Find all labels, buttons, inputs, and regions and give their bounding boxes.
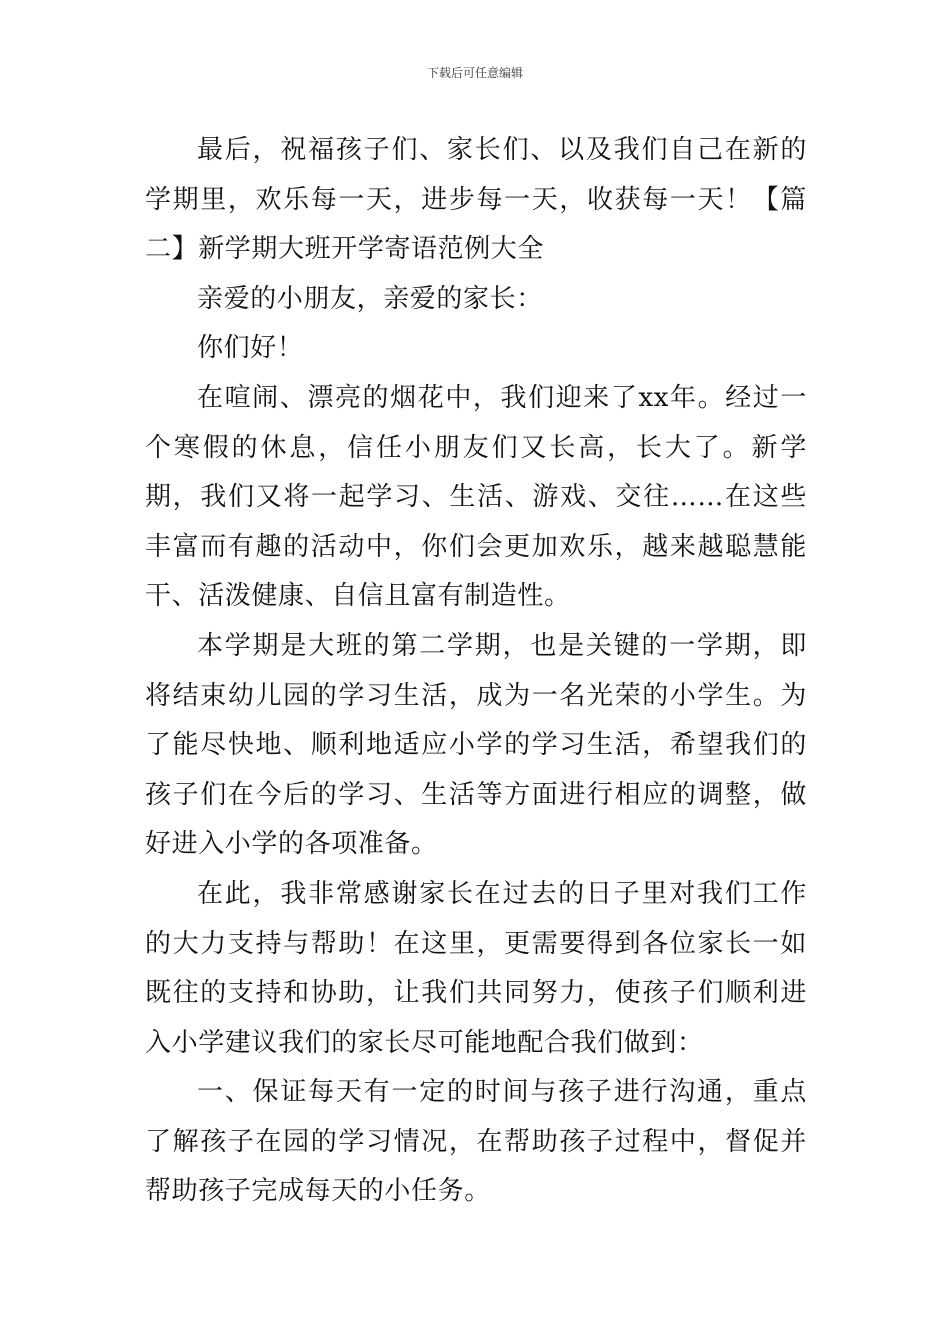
paragraph-point-one: 一、保证每天有一定的时间与孩子进行沟通，重点了解孩子在园的学习情况，在帮助孩子过程中，督促并帮助孩子完成每天的小任务。 xyxy=(145,1077,807,1207)
paragraph-salutation: 亲爱的小朋友，亲爱的家长： xyxy=(197,283,543,314)
paragraph-semester: 本学期是大班的第二学期，也是关键的一学期，即将结束幼儿园的学习生活，成为一名光荣的小学生。为了能尽快地、顺利地适应小学的学习生活，希望我们的孩子们在今后的学习、生活等方面进行相应的调整，做好进入小学的各项准备。 xyxy=(145,630,807,860)
paragraph-closing-wishes: 最后，祝福孩子们、家长们、以及我们自己在新的学期里，欢乐每一天，进步每一天，收获每一天！【篇二】新学期大班开学寄语范例大全 xyxy=(145,135,807,265)
document-body xyxy=(145,126,807,1217)
header-note: 下载后可任意编辑 xyxy=(426,66,523,80)
paragraph-thanks: 在此，我非常感谢家长在过去的日子里对我们工作的大力支持与帮助！在这里，更需要得到各位家长一如既往的支持和协助，让我们共同努力，使孩子们顺利进入小学建议我们的家长尽可能地配合我们做到： xyxy=(145,878,807,1058)
paragraph-new-year: 在喧闹、漂亮的烟花中，我们迎来了xx年。经过一个寒假的休息，信任小朋友们又长高，长大了。新学期，我们又将一起学习、生活、游戏、交往……在这些丰富而有趣的活动中，你们会更加欢乐，越来越聪慧能干、活泼健康、自信且富有制造性。 xyxy=(145,382,807,612)
paragraph-greeting: 你们好！ xyxy=(197,333,304,364)
